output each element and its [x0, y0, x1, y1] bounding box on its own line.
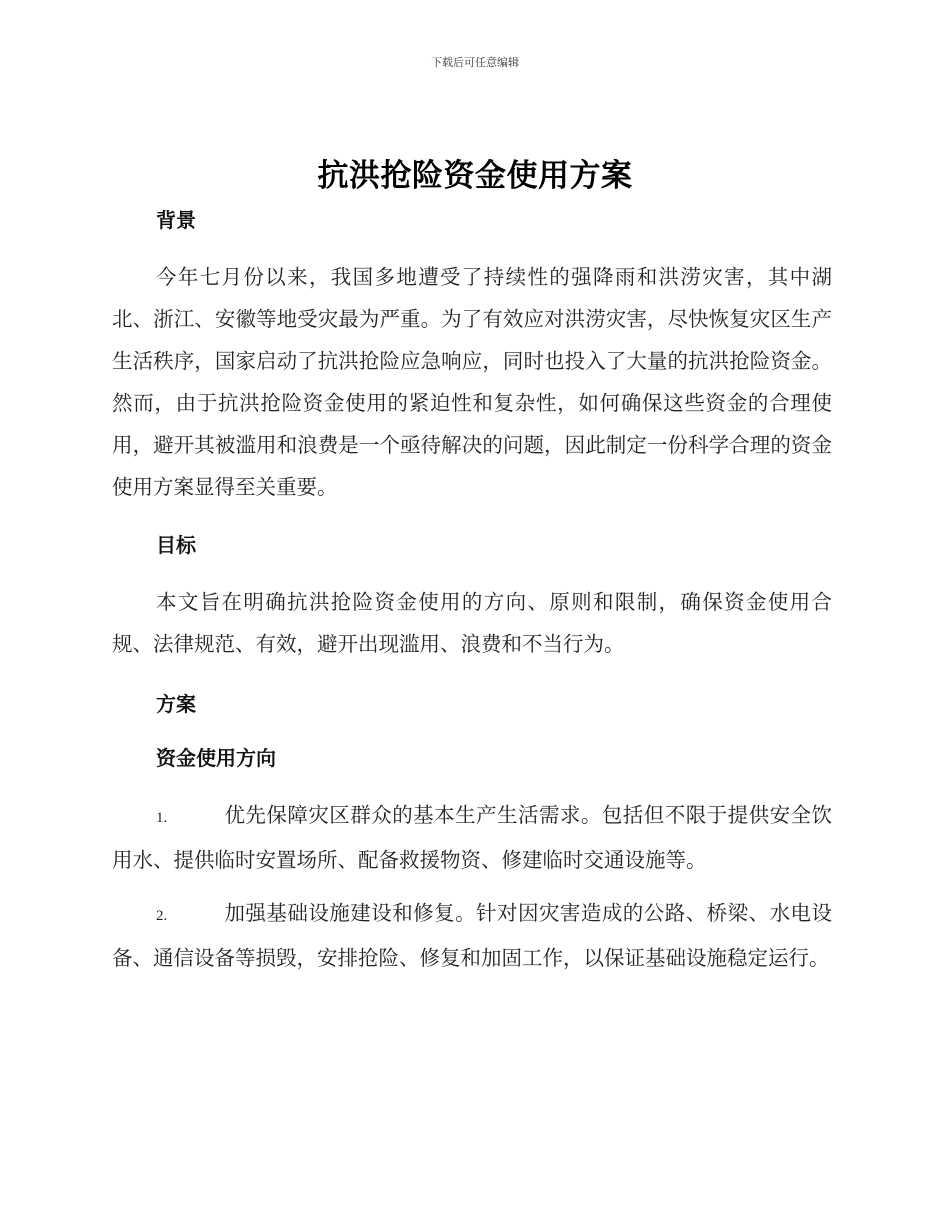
paragraph-background: 今年七月份以来，我国多地遭受了持续性的强降雨和洪涝灾害，其中湖北、浙江、安徽等地受灾最为严重。为了有效应对洪涝灾害，尽快恢复灾区生产生活秩序，国家启动了抗洪抢险应急响应，同时也投入了大量的抗洪抢险资金。然而，由于抗洪抢险资金使用的紧迫性和复杂性，如何确保这些资金的合理使用，避开其被滥用和浪费是一个亟待解决的问题，因此制定一份科学合理的资金使用方案显得至关重要。 [112, 265, 832, 499]
list-item [112, 794, 832, 881]
list-item-number: 2. [156, 908, 168, 924]
list-item-text: 优先保障灾区群众的基本生产生活需求。包括但不限于提供安全饮用水、提供临时安置场所、配备救援物资、修建临时交通设施等。 [112, 803, 832, 872]
document-title: 抗洪抢险资金使用方案 [317, 158, 633, 194]
section-heading-plan: 方案 [156, 692, 196, 716]
section-heading-goal: 目标 [156, 533, 196, 557]
paragraph-goal: 本文旨在明确抗洪抢险资金使用的方向、原则和限制，确保资金使用合规、法律规范、有效，避开出现滥用、浪费和不当行为。 [112, 590, 832, 656]
subsection-heading-fund-direction: 资金使用方向 [156, 746, 276, 770]
section-heading-background: 背景 [156, 208, 196, 232]
list-item-number: 1. [156, 810, 168, 826]
document-body [112, 205, 832, 979]
header-note: 下载后可任意编辑 [431, 56, 519, 69]
list-item-text: 加强基础设施建设和修复。针对因灾害造成的公路、桥梁、水电设备、通信设备等损毁，安排抢险、修复和加固工作，以保证基础设施稳定运行。 [112, 901, 832, 970]
list-item [112, 892, 832, 979]
